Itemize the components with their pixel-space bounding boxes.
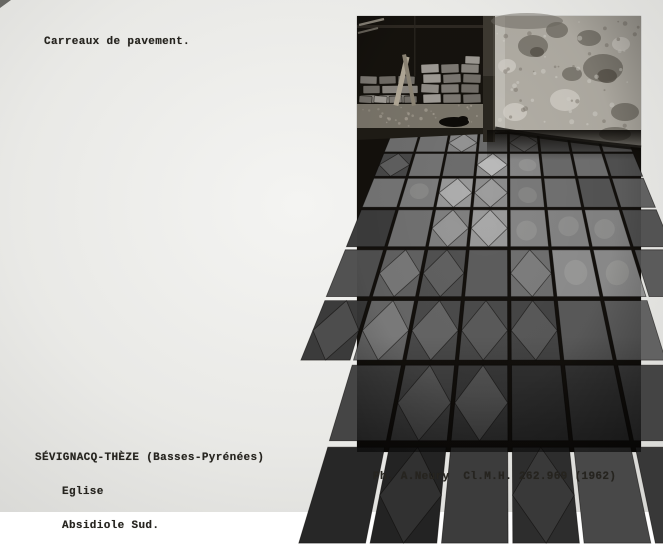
photo-credit: Ph. A.Neury Cl.M.H. 262.969 (1962)	[373, 471, 616, 483]
scan-corner-mark	[0, 0, 11, 8]
photo-subject-label: Carreaux de pavement.	[44, 36, 190, 48]
location-block	[35, 430, 264, 555]
location-detail: Absidiole Sud.	[35, 521, 264, 532]
building-name: Eglise	[35, 487, 264, 498]
photo-print	[357, 16, 641, 452]
location-name: SÉVIGNACQ-THÈZE (Basses-Pyrénées)	[35, 453, 264, 464]
pavement-photo	[357, 16, 641, 452]
